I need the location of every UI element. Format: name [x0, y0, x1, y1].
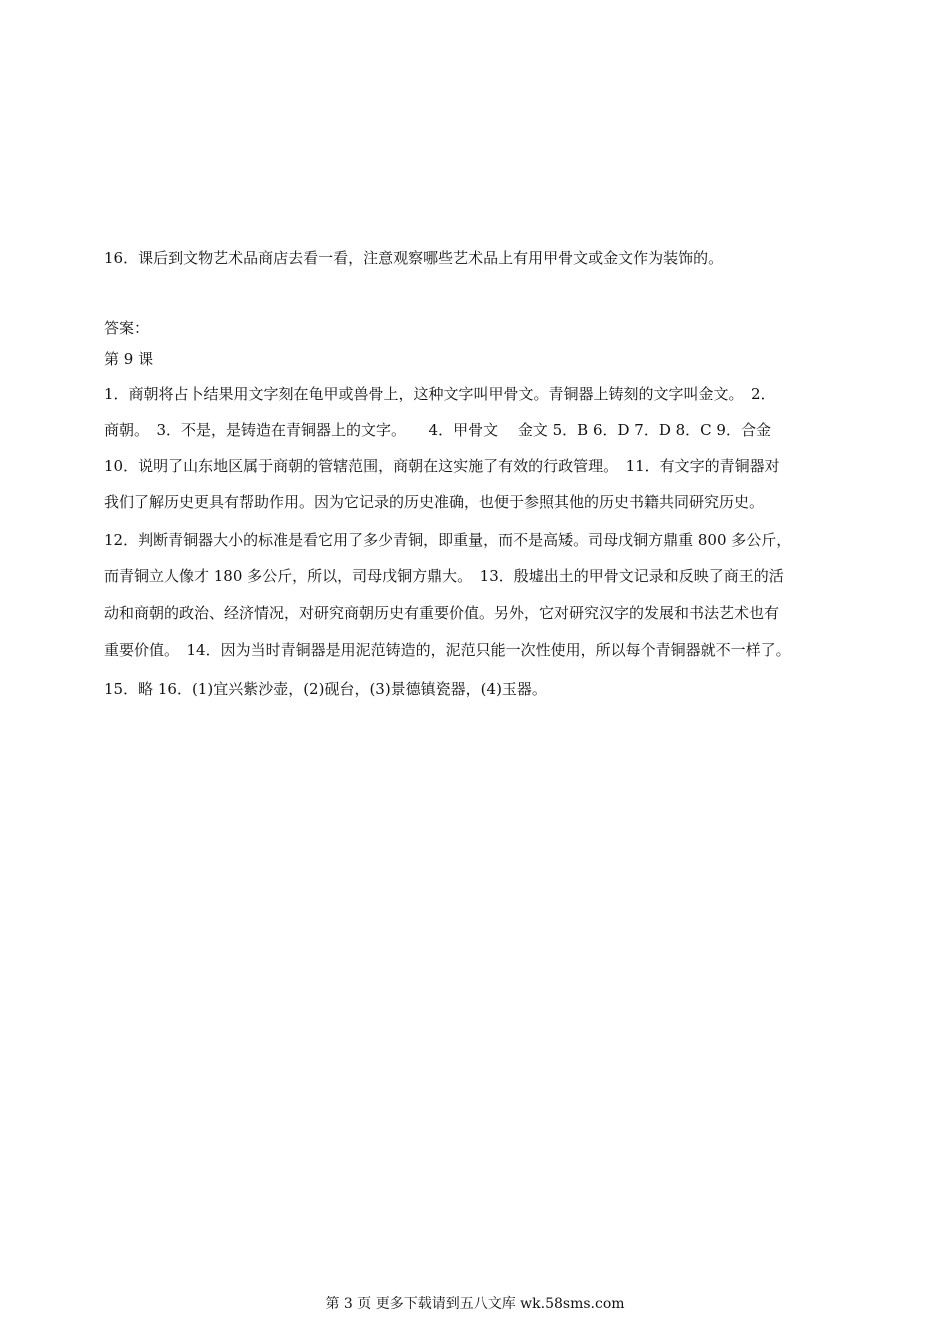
lesson-label: 第 9 课: [104, 350, 154, 368]
answer-line: 动和商朝的政治、经济情况，对研究商朝历史有重要价值。另外，它对研究汉字的发展和书法艺术也有: [104, 604, 780, 622]
page-footer: 第 3 页 更多下载请到五八文库 wk.58sms.com: [325, 1296, 625, 1312]
answer-line: 商朝。 3．不是，是铸造在青铜器上的文字。 4．甲骨文 金文 5．B 6．D 7．D 8．C 9．合金: [104, 421, 771, 439]
answer-line: 10．说明了山东地区属于商朝的管辖范围，商朝在这实施了有效的行政管理。 11．有文字的青铜器对: [104, 457, 780, 475]
answer-line: 1．商朝将占卜结果用文字刻在龟甲或兽骨上，这种文字叫甲骨文。青铜器上铸刻的文字叫金文。 2．: [104, 385, 776, 403]
answer-line: 我们了解历史更具有帮助作用。因为它记录的历史准确，也便于参照其他的历史书籍共同研究历史。: [104, 493, 765, 511]
answer-line: 而青铜立人像才 180 多公斤，所以，司母戊铜方鼎大。 13．殷墟出土的甲骨文记录和反映了商王的活: [104, 567, 784, 585]
answer-line: 重要价值。 14．因为当时青铜器是用泥范铸造的，泥范只能一次性使用，所以每个青铜器就不一样了。: [104, 641, 791, 659]
answers-heading: 答案：: [104, 319, 150, 337]
question-16: 16．课后到文物艺术品商店去看一看，注意观察哪些艺术品上有用甲骨文或金文作为装饰的。: [104, 249, 724, 267]
answer-line: 15．略 16．(1)宜兴紫沙壶，(2)砚台，(3)景德镇瓷器，(4)玉器。: [104, 680, 547, 698]
answer-line: 12．判断青铜器大小的标准是看它用了多少青铜，即重量，而不是高矮。司母戊铜方鼎重 800 多公斤，: [104, 531, 792, 549]
